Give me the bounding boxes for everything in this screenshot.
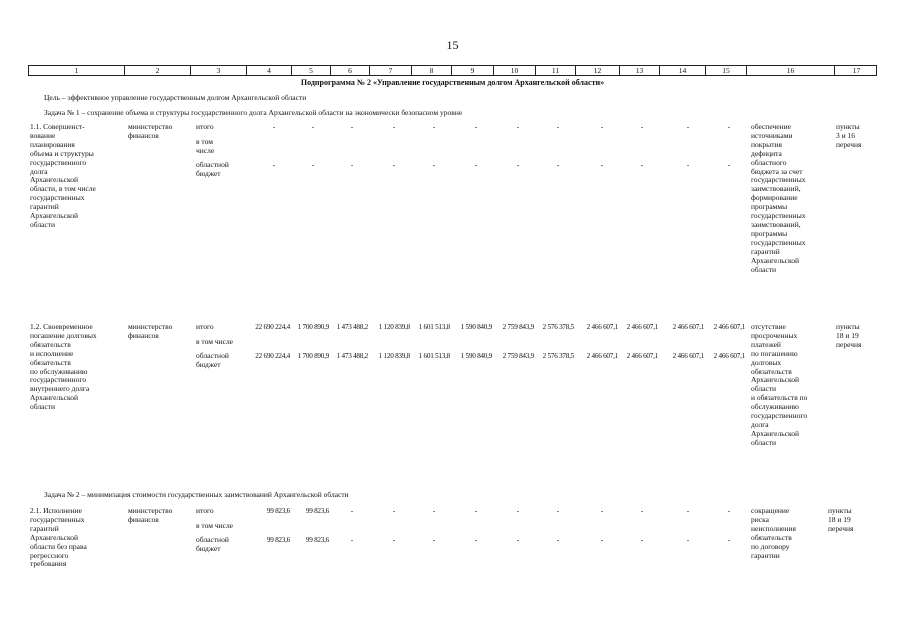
row-2-budget-value: 2 466 607,1 bbox=[586, 352, 618, 360]
row-3-source-budget bbox=[196, 536, 229, 554]
row-1-result-line: области bbox=[751, 264, 777, 274]
row-1-budget-value: - bbox=[686, 160, 690, 169]
row-2-total-value: 1 601 513,8 bbox=[418, 323, 450, 331]
row-3-refs bbox=[828, 507, 853, 534]
row-1-budget-value: - bbox=[727, 160, 731, 169]
row-2-total-value: 1 590 840,9 bbox=[460, 323, 492, 331]
row-2-source-budget bbox=[196, 352, 229, 370]
row-2-name-line: обязательств bbox=[30, 357, 71, 367]
row-2-result-line: обслуживанию bbox=[751, 402, 799, 412]
row-1-budget-value: - bbox=[516, 160, 520, 169]
row-2-result-line: долга bbox=[751, 419, 769, 429]
header-col-9: 9 bbox=[452, 66, 494, 75]
row-1-name-line: долга bbox=[30, 166, 48, 176]
row-3-budget-value: - bbox=[474, 535, 478, 544]
row-3-executor bbox=[128, 507, 172, 525]
row-1-budget-value: - bbox=[392, 160, 396, 169]
row-2-refs bbox=[836, 323, 861, 350]
row-1-total-value: - bbox=[311, 122, 315, 131]
row-3-name-line: регрессного bbox=[30, 550, 69, 560]
row-1-name-line: Архангельской bbox=[30, 175, 78, 185]
row-2-budget-value: 2 466 607,1 bbox=[713, 352, 745, 360]
row-2-executor-line: финансов bbox=[128, 330, 159, 340]
row-2-source-incl bbox=[196, 338, 233, 347]
row-1-result-line: источниками bbox=[751, 130, 793, 140]
row-3-executor-line: финансов bbox=[128, 514, 159, 524]
header-col-14: 14 bbox=[660, 66, 706, 75]
row-2-budget-value: 1 601 513,8 bbox=[418, 352, 450, 360]
row-2-total-value: 1 473 488,2 bbox=[336, 323, 368, 331]
page-number: 15 bbox=[446, 38, 459, 52]
row-1-result-line: Архангельской bbox=[751, 255, 799, 265]
column-number-header bbox=[28, 65, 877, 76]
row-3-name-line: области без права bbox=[30, 541, 87, 551]
row-2-result-line: по погашению bbox=[751, 348, 798, 358]
row-1-result-line: программы bbox=[751, 202, 788, 212]
row-1-name-line: планирования bbox=[30, 139, 75, 149]
row-2-source-incl-line: в том числе bbox=[196, 337, 234, 346]
row-1-name-line: области bbox=[30, 219, 56, 229]
row-1-name-line: государственных bbox=[30, 193, 85, 203]
row-1-result-line: заимствований, bbox=[751, 219, 801, 229]
row-1-name-line: вование bbox=[30, 130, 56, 140]
row-3-source-incl-line: в том числе bbox=[196, 521, 234, 530]
row-1-executor-line: министерство bbox=[128, 122, 173, 131]
row-3-result-line: риска bbox=[751, 514, 769, 524]
header-col-11: 11 bbox=[536, 66, 576, 75]
task-1-text: Задача № 1 – сохранение объема и структуры государственного долга Архангельской области на экономически безопасном уровне bbox=[44, 108, 463, 117]
row-3-budget-value: 99 823,6 bbox=[266, 536, 290, 544]
row-2-name-line: 1.2. Своевременное bbox=[30, 322, 93, 331]
row-3-budget-value: - bbox=[600, 535, 604, 544]
row-3-budget-value: - bbox=[686, 535, 690, 544]
row-3-refs-line: перечня bbox=[828, 523, 854, 533]
row-1-budget-value: - bbox=[640, 160, 644, 169]
row-2-total-value: 2 576 378,5 bbox=[542, 323, 574, 331]
row-1-result-line: обеспечение bbox=[751, 122, 791, 131]
row-1-source-budget-line: бюджет bbox=[196, 168, 221, 178]
row-2-name-line: внутреннего долга bbox=[30, 384, 90, 394]
header-col-6: 6 bbox=[331, 66, 370, 75]
row-1-result-line: формирование bbox=[751, 193, 798, 203]
row-1-total-value: - bbox=[556, 122, 560, 131]
row-2-total-value: 2 466 607,1 bbox=[626, 323, 658, 331]
subprogram-title: Подпрограмма № 2 «Управление государственным долгом Архангельской области» bbox=[300, 78, 605, 87]
row-2-result-line: просроченных bbox=[751, 330, 798, 340]
row-3-name bbox=[30, 507, 87, 569]
header-col-1: 1 bbox=[29, 66, 125, 75]
row-2-name-line: Архангельской bbox=[30, 393, 78, 403]
header-col-3: 3 bbox=[191, 66, 247, 75]
row-2-refs-line: перечня bbox=[836, 339, 862, 349]
row-3-budget-value: - bbox=[432, 535, 436, 544]
row-2-budget-value: 1 120 839,8 bbox=[378, 352, 410, 360]
header-col-13: 13 bbox=[620, 66, 660, 75]
row-1-result-line: дефицита bbox=[751, 148, 782, 158]
row-1-name-line: гарантий bbox=[30, 202, 59, 212]
row-2-result-line: и обязательств по bbox=[751, 393, 808, 403]
row-2-source-budget-line: областной bbox=[196, 351, 229, 360]
row-3-budget-value: - bbox=[556, 535, 560, 544]
header-col-12: 12 bbox=[576, 66, 620, 75]
row-3-total-value: 99 823,6 bbox=[266, 507, 290, 515]
row-1-name-line: объема и структуры bbox=[30, 148, 94, 158]
row-2-budget-value: 1 700 890,9 bbox=[297, 352, 329, 360]
row-3-executor-line: министерство bbox=[128, 506, 173, 515]
row-1-result-line: гарантий bbox=[751, 246, 780, 256]
row-3-total-value: - bbox=[432, 506, 436, 515]
row-1-source-incl bbox=[196, 138, 214, 156]
row-1-total-value: - bbox=[392, 122, 396, 131]
row-2-budget-value: 2 576 378,5 bbox=[542, 352, 574, 360]
row-3-budget-value: - bbox=[350, 535, 354, 544]
row-2-total-value: 2 466 607,1 bbox=[713, 323, 745, 331]
row-1-budget-value: - bbox=[432, 160, 436, 169]
header-col-7: 7 bbox=[370, 66, 412, 75]
row-2-result-line: области bbox=[751, 437, 777, 447]
row-3-result-line: по договору bbox=[751, 541, 790, 551]
row-2-total-value: 1 120 839,8 bbox=[378, 323, 410, 331]
row-3-total-value: - bbox=[640, 506, 644, 515]
row-2-total-value: 2 759 843,9 bbox=[502, 323, 534, 331]
row-3-budget-value: - bbox=[727, 535, 731, 544]
row-1-total-value: - bbox=[686, 122, 690, 131]
row-3-total-value: - bbox=[556, 506, 560, 515]
row-1-result-line: государственных bbox=[751, 237, 806, 247]
row-1-budget-value: - bbox=[600, 160, 604, 169]
header-col-10: 10 bbox=[494, 66, 536, 75]
task-2-text: Задача № 2 – минимизация стоимости государственных заимствований Архангельской области bbox=[44, 490, 349, 499]
row-2-budget-value: 2 466 607,1 bbox=[626, 352, 658, 360]
row-2-executor bbox=[128, 323, 172, 341]
row-1-result bbox=[751, 123, 805, 274]
row-1-refs-line: перечня bbox=[836, 139, 862, 149]
row-3-refs-line: 18 и 19 bbox=[828, 514, 851, 524]
row-2-name-line: по обслуживанию bbox=[30, 366, 88, 376]
row-3-budget-value: - bbox=[516, 535, 520, 544]
row-1-source-budget-line: областной bbox=[196, 160, 229, 169]
row-3-source-incl bbox=[196, 522, 233, 531]
row-3-name-line: Архангельской bbox=[30, 532, 78, 542]
row-2-result-line: долговых bbox=[751, 357, 782, 367]
row-1-name-line: государственного bbox=[30, 157, 87, 167]
header-col-2: 2 bbox=[125, 66, 191, 75]
row-1-source-incl-line: числе bbox=[196, 145, 215, 155]
row-3-budget-value: - bbox=[392, 535, 396, 544]
row-1-result-line: государственных bbox=[751, 175, 806, 185]
row-2-name-line: погашение долговых bbox=[30, 330, 97, 340]
row-3-total-value: - bbox=[392, 506, 396, 515]
row-1-result-line: программы bbox=[751, 228, 788, 238]
row-2-budget-value: 2 466 607,1 bbox=[672, 352, 704, 360]
row-3-total-value: - bbox=[686, 506, 690, 515]
row-3-total-value: - bbox=[350, 506, 354, 515]
row-2-total-value: 1 700 890,9 bbox=[297, 323, 329, 331]
row-2-total-value: 22 690 224,4 bbox=[255, 323, 290, 331]
goal-text: Цель – эффективное управление государственным долгом Архангельской области bbox=[44, 93, 307, 102]
row-1-name-line: 1.1. Совершенст- bbox=[30, 122, 85, 131]
row-3-name-line: государственных bbox=[30, 514, 85, 524]
header-col-5: 5 bbox=[292, 66, 331, 75]
row-1-refs-line: 3 и 16 bbox=[836, 130, 856, 140]
row-3-total-value: - bbox=[727, 506, 731, 515]
row-1-source-budget bbox=[196, 161, 229, 179]
row-1-total-value: - bbox=[272, 122, 276, 131]
row-2-refs-line: пункты bbox=[836, 322, 860, 331]
row-1-result-line: заимствований, bbox=[751, 184, 801, 194]
row-2-budget-value: 22 690 224,4 bbox=[255, 352, 290, 360]
row-3-name-line: требования bbox=[30, 559, 67, 569]
row-1-refs bbox=[836, 123, 861, 150]
row-2-result-line: обязательств bbox=[751, 366, 792, 376]
row-2-result-line: отсутствие bbox=[751, 322, 786, 331]
row-1-total-value: - bbox=[432, 122, 436, 131]
row-3-total-value: - bbox=[474, 506, 478, 515]
row-3-name-line: 2.1. Исполнение bbox=[30, 506, 82, 515]
row-2-source-budget-line: бюджет bbox=[196, 359, 221, 369]
row-1-total-value: - bbox=[600, 122, 604, 131]
row-2-result-line: Архангельской bbox=[751, 428, 799, 438]
row-2-name-line: области bbox=[30, 402, 56, 412]
row-3-source-total: итого bbox=[196, 506, 214, 515]
row-1-budget-value: - bbox=[311, 160, 315, 169]
row-2-result-line: Архангельской bbox=[751, 375, 799, 385]
row-3-result-line: гарантии bbox=[751, 550, 780, 560]
row-2-total-value: 2 466 607,1 bbox=[672, 323, 704, 331]
row-2-source-total: итого bbox=[196, 322, 214, 331]
row-3-total-value: - bbox=[600, 506, 604, 515]
row-1-total-value: - bbox=[474, 122, 478, 131]
row-1-source-total: итого bbox=[196, 122, 214, 131]
row-1-name-line: области, в том числе bbox=[30, 184, 96, 194]
row-1-total-value: - bbox=[640, 122, 644, 131]
row-2-budget-value: 2 759 843,9 bbox=[502, 352, 534, 360]
row-3-refs-line: пункты bbox=[828, 506, 852, 515]
row-3-source-budget-line: областной bbox=[196, 535, 229, 544]
row-3-name-line: гарантий bbox=[30, 523, 59, 533]
row-2-budget-value: 1 473 488,2 bbox=[336, 352, 368, 360]
row-1-budget-value: - bbox=[272, 160, 276, 169]
row-3-budget-value: - bbox=[640, 535, 644, 544]
header-col-17: 17 bbox=[852, 66, 861, 75]
row-1-executor-line: финансов bbox=[128, 130, 159, 140]
header-col-4: 4 bbox=[247, 66, 292, 75]
header-col-15: 15 bbox=[706, 66, 747, 75]
row-1-name bbox=[30, 123, 96, 230]
row-3-result-line: неисполнения bbox=[751, 523, 796, 533]
row-1-budget-value: - bbox=[350, 160, 354, 169]
row-1-result-line: государственных bbox=[751, 211, 806, 221]
row-2-executor-line: министерство bbox=[128, 322, 173, 331]
row-1-result-line: бюджета за счет bbox=[751, 166, 803, 176]
row-1-refs-line: пункты bbox=[836, 122, 860, 131]
row-1-budget-value: - bbox=[474, 160, 478, 169]
row-1-result-line: покрытия bbox=[751, 139, 782, 149]
row-3-source-budget-line: бюджет bbox=[196, 543, 221, 553]
row-3-result bbox=[751, 507, 796, 560]
row-2-name bbox=[30, 323, 97, 412]
row-1-source-incl-line: в том bbox=[196, 137, 213, 146]
row-3-result-line: сокращение bbox=[751, 506, 790, 515]
header-col-16: 16 bbox=[747, 66, 835, 75]
row-3-result-line: обязательств bbox=[751, 532, 792, 542]
header-col-8: 8 bbox=[412, 66, 452, 75]
row-1-executor bbox=[128, 123, 172, 141]
row-2-name-line: обязательств bbox=[30, 339, 71, 349]
row-3-total-value: 99 823,6 bbox=[305, 507, 329, 515]
row-2-budget-value: 1 590 840,9 bbox=[460, 352, 492, 360]
row-1-budget-value: - bbox=[556, 160, 560, 169]
row-1-total-value: - bbox=[727, 122, 731, 131]
row-2-total-value: 2 466 607,1 bbox=[586, 323, 618, 331]
row-1-total-value: - bbox=[516, 122, 520, 131]
row-3-total-value: - bbox=[516, 506, 520, 515]
row-1-name-line: Архангельской bbox=[30, 211, 78, 221]
row-3-budget-value: 99 823,6 bbox=[305, 536, 329, 544]
row-1-result-line: областного bbox=[751, 157, 787, 167]
row-2-name-line: и исполнение bbox=[30, 348, 74, 358]
row-2-refs-line: 18 и 19 bbox=[836, 330, 859, 340]
row-2-result-line: государственного bbox=[751, 411, 808, 421]
row-2-result-line: платежей bbox=[751, 339, 781, 349]
row-1-total-value: - bbox=[350, 122, 354, 131]
row-2-result-line: области bbox=[751, 384, 777, 394]
row-2-result bbox=[751, 323, 807, 448]
row-2-name-line: государственного bbox=[30, 375, 87, 385]
